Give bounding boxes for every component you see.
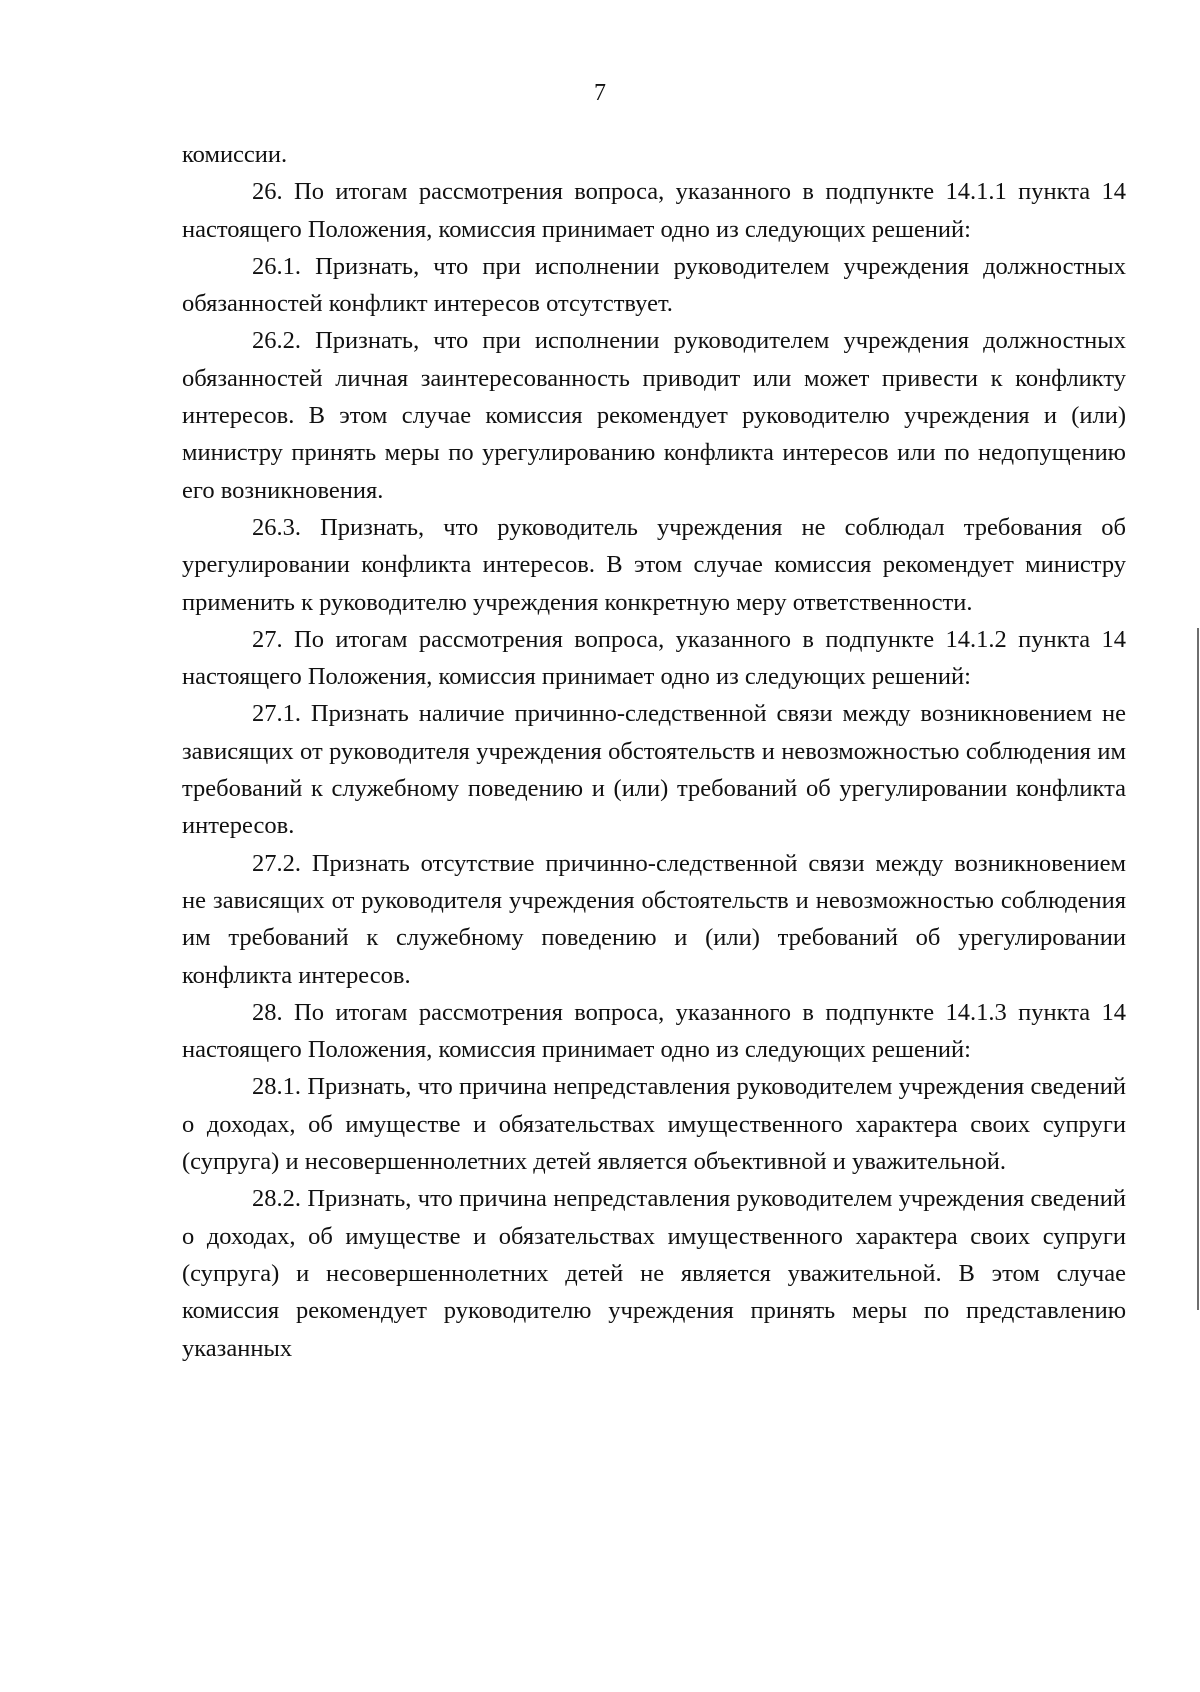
paragraph-28-2: 28.2. Признать, что причина непредставления руководителем учреждения сведений о доходах, об имуществе и обязательствах имущественного характера своих супруги (супруга) и несовершеннолетних детей не является уважительной. В этом случае комиссия рекомендует руководителю учреждения принять меры по представлению указанных [182, 1185, 1126, 1362]
paragraph-27: 27. По итогам рассмотрения вопроса, указанного в подпункте 14.1.2 пункта 14 настоящего Положения, комиссия принимает одно из следующих решений: [182, 625, 1126, 691]
paragraph-28: 28. По итогам рассмотрения вопроса, указанного в подпункте 14.1.3 пункта 14 настоящего Положения, комиссия принимает одно из следующих решений: [182, 998, 1126, 1064]
paragraph-27-1: 27.1. Признать наличие причинно-следственной связи между возникновением не зависящих от руководителя учреждения обстоятельств и невозможностью соблюдения им требований к служебному поведению и (или) требований об урегулировании конфликта интересов. [182, 700, 1126, 840]
paragraph-26-3: 26.3. Признать, что руководитель учреждения не соблюдал требования об урегулировании конфликта интересов. В этом случае комиссия рекомендует министру применить к руководителю учреждения конкретную меру ответственности. [182, 513, 1126, 616]
paragraph-continuation: комиссии. [182, 141, 288, 168]
paragraph-26: 26. По итогам рассмотрения вопроса, указанного в подпункте 14.1.1 пункта 14 настоящего Положения, комиссия принимает одно из следующих решений: [182, 178, 1126, 243]
page-number: 7 [594, 80, 606, 106]
paragraph-26-2: 26.2. Признать, что при исполнении руководителем учреждения должностных обязанностей личная заинтересованность приводит или может привести к конфликту интересов. В этом случае комиссия рекомендует руководителю учреждения и (или) министру принять меры по урегулированию конфликта интересов или по недопущению его возникновения. [182, 327, 1126, 504]
paragraph-28-1: 28.1. Признать, что причина непредставления руководителем учреждения сведений о доходах, об имуществе и обязательствах имущественного характера своих супруги (супруга) и несовершеннолетних детей является объективной и уважительной. [182, 1073, 1126, 1176]
scan-edge-line [1197, 628, 1199, 1310]
paragraph-26-1: 26.1. Признать, что при исполнении руководителем учреждения должностных обязанностей конфликт интересов отсутствует. [182, 252, 1126, 318]
paragraph-27-2: 27.2. Признать отсутствие причинно-следственной связи между возникновением не зависящих от руководителя учреждения обстоятельств и невозможностью соблюдения им требований к служебному поведению и (или) требований об урегулировании конфликта интересов. [182, 849, 1126, 989]
document-body [182, 136, 1126, 1367]
